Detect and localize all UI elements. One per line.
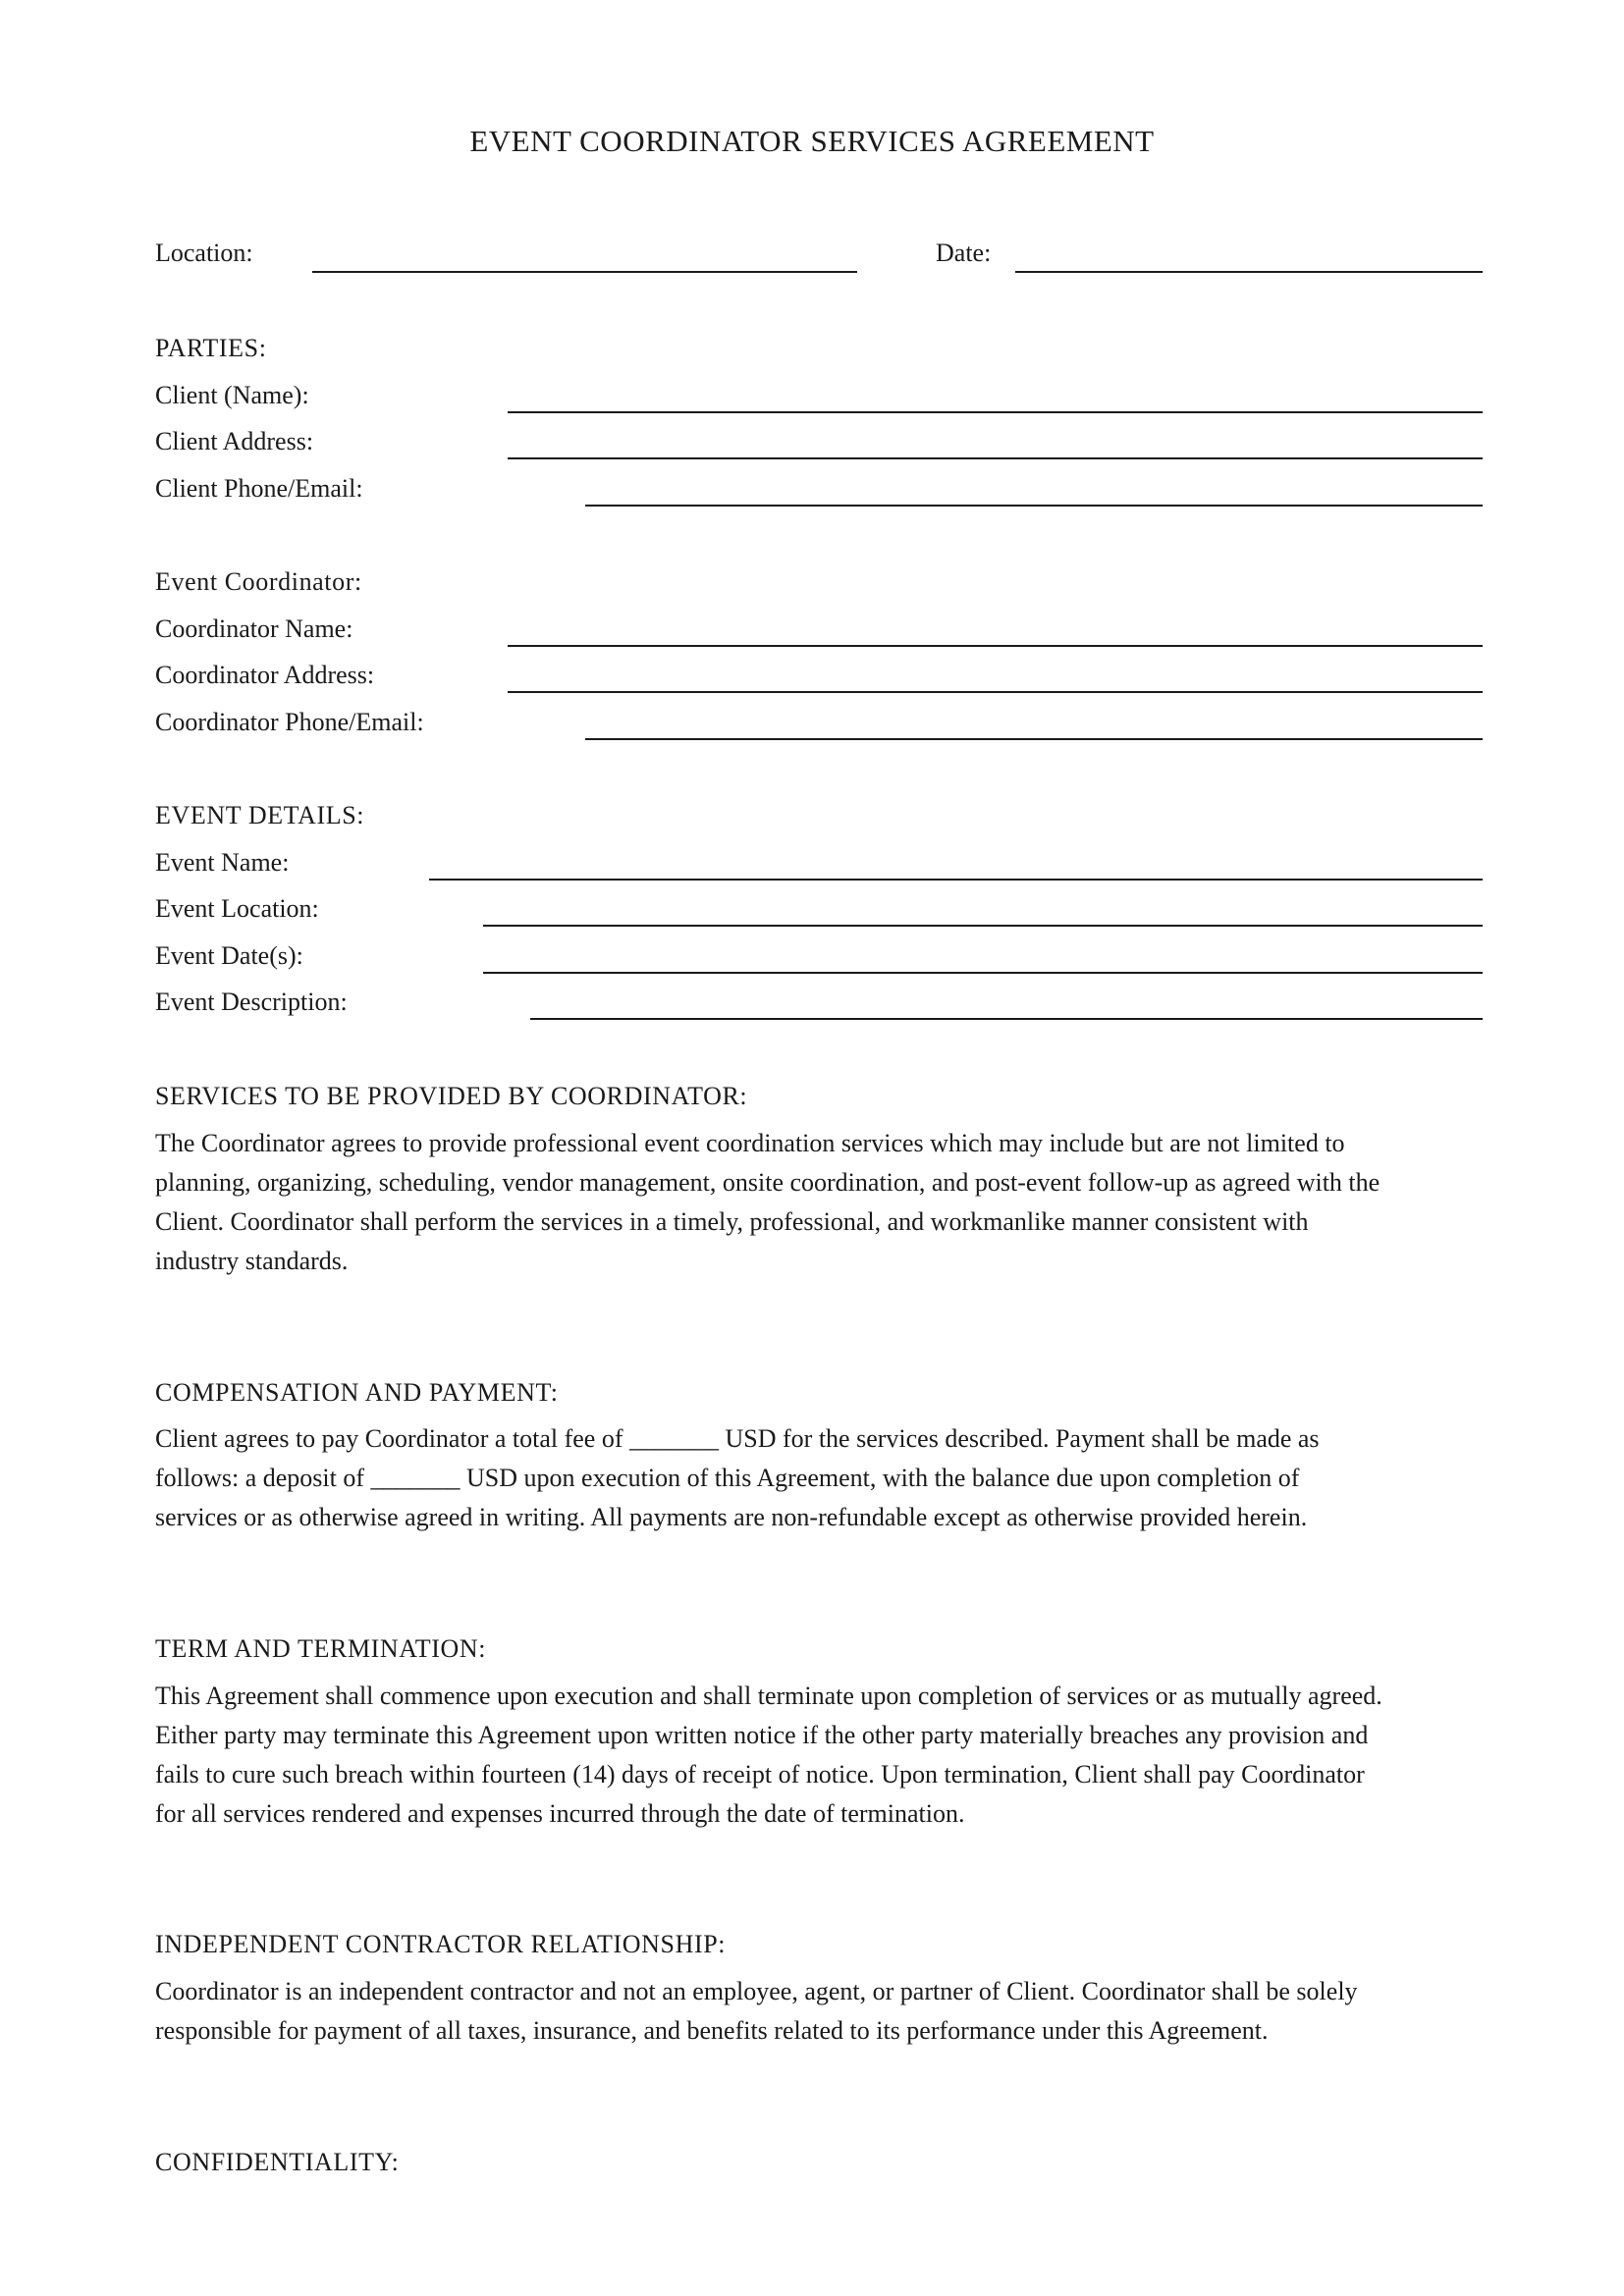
event-name-label: Event Name:: [155, 848, 290, 877]
client-contact-label: Client Phone/Email:: [155, 474, 363, 503]
term-line: for all services rendered and expenses incurred through the date of termination.: [155, 1799, 965, 1828]
services-paragraph: [155, 1124, 1487, 1281]
term-line: fails to cure such breach within fourteen (14) days of receipt of notice. Upon termination, Client shall pay Coordinator: [155, 1760, 1365, 1789]
contractor-line: responsible for payment of all taxes, insurance, and benefits related to its performance under this Agreement.: [155, 2016, 1269, 2045]
event-description-label: Event Description:: [155, 988, 348, 1016]
coordinator-name-label: Coordinator Name:: [155, 614, 353, 643]
coordinator-heading: Event Coordinator:: [155, 567, 362, 596]
client-name-label: Client (Name):: [155, 381, 309, 409]
coordinator-contact-label: Coordinator Phone/Email:: [155, 708, 424, 736]
parties-heading: PARTIES:: [155, 334, 267, 362]
event-dates-field[interactable]: [483, 972, 1483, 974]
event-details-heading: EVENT DETAILS:: [155, 801, 365, 829]
event-location-label: Event Location:: [155, 894, 319, 923]
coordinator-address-label: Coordinator Address:: [155, 661, 375, 689]
coordinator-name-field[interactable]: [508, 645, 1483, 647]
contractor-line: Coordinator is an independent contractor and not an employee, agent, or partner of Client. Coordinator shall be solely: [155, 1977, 1358, 2005]
contractor-heading: INDEPENDENT CONTRACTOR RELATIONSHIP:: [155, 1930, 727, 1958]
contractor-paragraph: [155, 1972, 1487, 2051]
services-heading: SERVICES TO BE PROVIDED BY COORDINATOR:: [155, 1082, 748, 1110]
page-title: EVENT COORDINATOR SERVICES AGREEMENT: [469, 124, 1155, 158]
compensation-line: follows: a deposit of _______ USD upon execution of this Agreement, with the balance due upon completion of: [155, 1464, 1300, 1492]
term-line: This Agreement shall commence upon execution and shall terminate upon completion of services or as mutually agreed.: [155, 1682, 1382, 1710]
services-line: planning, organizing, scheduling, vendor management, onsite coordination, and post-event follow-up as agreed with the: [155, 1168, 1380, 1197]
coordinator-contact-field[interactable]: [585, 738, 1483, 740]
term-paragraph: [155, 1677, 1487, 1834]
location-field[interactable]: [312, 271, 857, 273]
services-line: industry standards.: [155, 1247, 349, 1275]
event-dates-label: Event Date(s):: [155, 941, 303, 970]
event-description-field[interactable]: [530, 1018, 1483, 1020]
compensation-heading: COMPENSATION AND PAYMENT:: [155, 1378, 559, 1407]
services-line: The Coordinator agrees to provide professional event coordination services which may include but are not limited to: [155, 1129, 1345, 1157]
confidentiality-heading: CONFIDENTIALITY:: [155, 2148, 400, 2176]
client-address-label: Client Address:: [155, 427, 314, 455]
event-location-field[interactable]: [483, 925, 1483, 927]
compensation-line: services or as otherwise agreed in writing. All payments are non-refundable except as otherwise provided herein.: [155, 1503, 1308, 1531]
event-name-field[interactable]: [429, 879, 1483, 881]
coordinator-address-field[interactable]: [508, 691, 1483, 693]
location-label: Location:: [155, 239, 253, 267]
compensation-paragraph: [155, 1419, 1487, 1537]
date-field[interactable]: [1015, 271, 1483, 273]
date-label: Date:: [936, 239, 992, 267]
client-contact-field[interactable]: [585, 505, 1483, 507]
client-address-field[interactable]: [508, 457, 1483, 459]
client-name-field[interactable]: [508, 411, 1483, 413]
term-line: Either party may terminate this Agreement upon written notice if the other party materially breaches any provision and: [155, 1721, 1369, 1749]
term-heading: TERM AND TERMINATION:: [155, 1634, 487, 1663]
services-line: Client. Coordinator shall perform the services in a timely, professional, and workmanlike manner consistent with: [155, 1207, 1309, 1236]
compensation-line: Client agrees to pay Coordinator a total fee of _______ USD for the services described. Payment shall be made as: [155, 1424, 1320, 1453]
